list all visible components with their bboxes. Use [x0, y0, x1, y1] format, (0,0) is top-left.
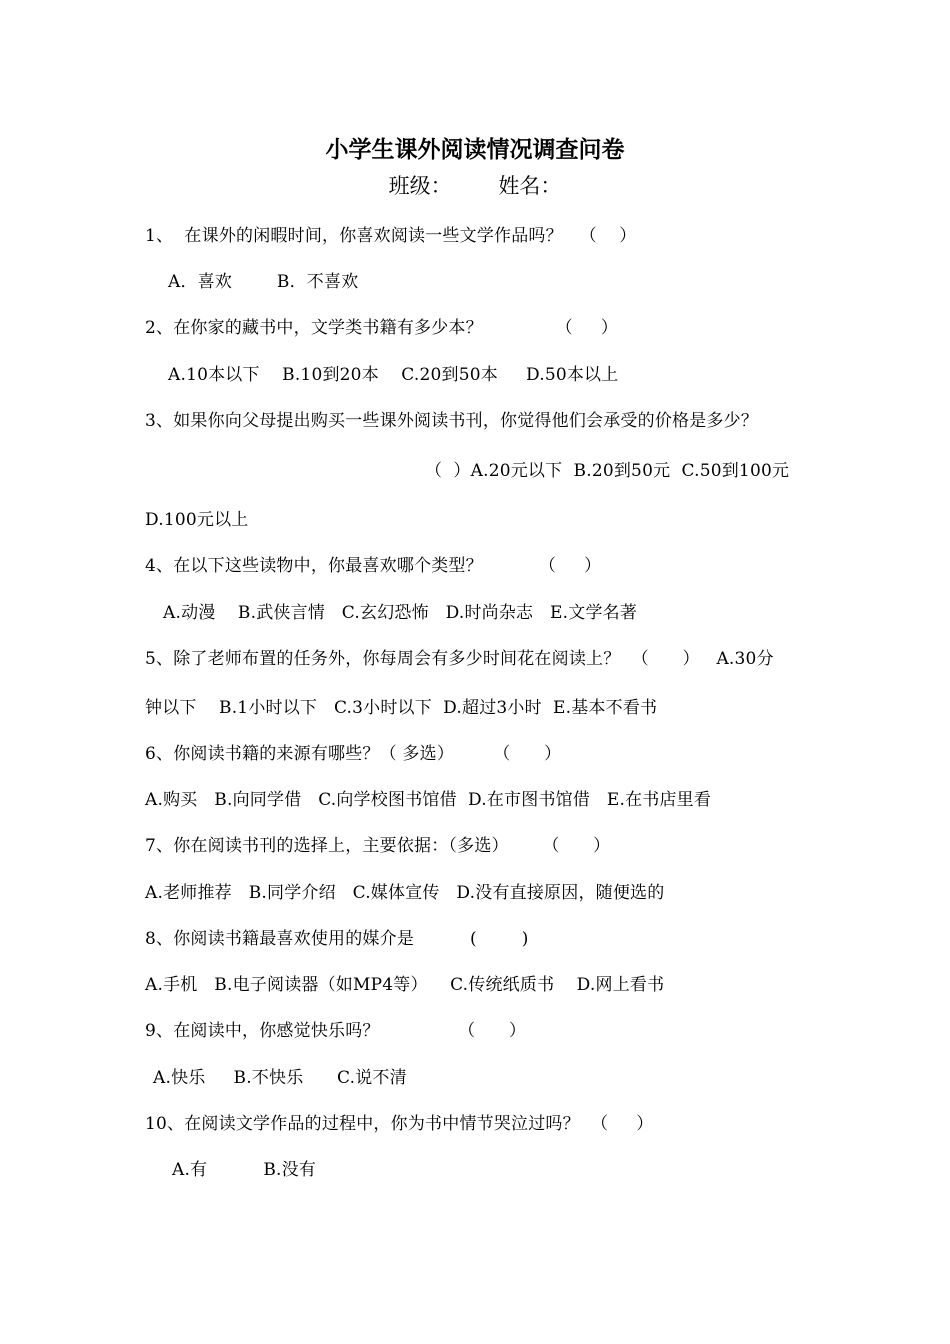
question-9: 9、在阅读中，你感觉快乐吗？ （ ）: [145, 1021, 527, 1041]
question-3-options: （ ）A.20元以下 B.20到50元 C.50到100元: [425, 461, 790, 481]
question-3: 3、如果你向父母提出购买一些课外阅读书刊，你觉得他们会承受的价格是多少？: [145, 411, 759, 431]
question-8: 8、你阅读书籍最喜欢使用的媒介是 ( ): [145, 929, 529, 949]
question-4: 4、在以下这些读物中，你最喜欢哪个类型？ （ ）: [145, 556, 602, 576]
question-9-options: A.快乐 B.不快乐 C.说不清: [153, 1068, 407, 1088]
question-1-options: A．喜欢 B．不喜欢: [168, 272, 359, 292]
question-10-options: A.有 B.没有: [172, 1160, 317, 1180]
question-7: 7、你在阅读书刊的选择上，主要依据：（多选） （ ）: [145, 836, 611, 856]
question-8-options: A.手机 B.电子阅读器（如MP4等） C.传统纸质书 D.网上看书: [145, 975, 665, 995]
question-3-options-cont: D.100元以上: [145, 510, 249, 530]
question-7-options: A.老师推荐 B.同学介绍 C.媒体宣传 D.没有直接原因，随便选的: [145, 883, 665, 903]
question-6-options: A.购买 B.向同学借 C.向学校图书馆借 D.在市图书馆借 E.在书店里看: [145, 790, 712, 810]
question-10: 10、在阅读文学作品的过程中，你为书中情节哭泣过吗？ （ ）: [145, 1114, 654, 1134]
question-5-options: 钟以下 B.1小时以下 C.3小时以下 D.超过3小时 E.基本不看书: [145, 698, 658, 718]
question-6: 6、你阅读书籍的来源有哪些？（ 多选） （ ）: [145, 744, 562, 764]
question-4-options: A.动漫 B.武侠言情 C.玄幻恐怖 D.时尚杂志 E.文学名著: [163, 603, 638, 623]
question-2: 2、在你家的藏书中，文学类书籍有多少本？ （ ）: [145, 318, 619, 338]
class-name-fields: 班级： 姓名：: [388, 174, 562, 198]
question-1: 1、 在课外的闲暇时间，你喜欢阅读一些文学作品吗？ （ ）: [145, 226, 637, 246]
question-2-options: A.10本以下 B.10到20本 C.20到50本 D.50本以上: [168, 365, 619, 385]
page-title: 小学生课外阅读情况调查问卷: [325, 136, 625, 163]
question-5: 5、除了老师布置的任务外，你每周会有多少时间花在阅读上？ （ ） A.30分: [145, 649, 774, 669]
